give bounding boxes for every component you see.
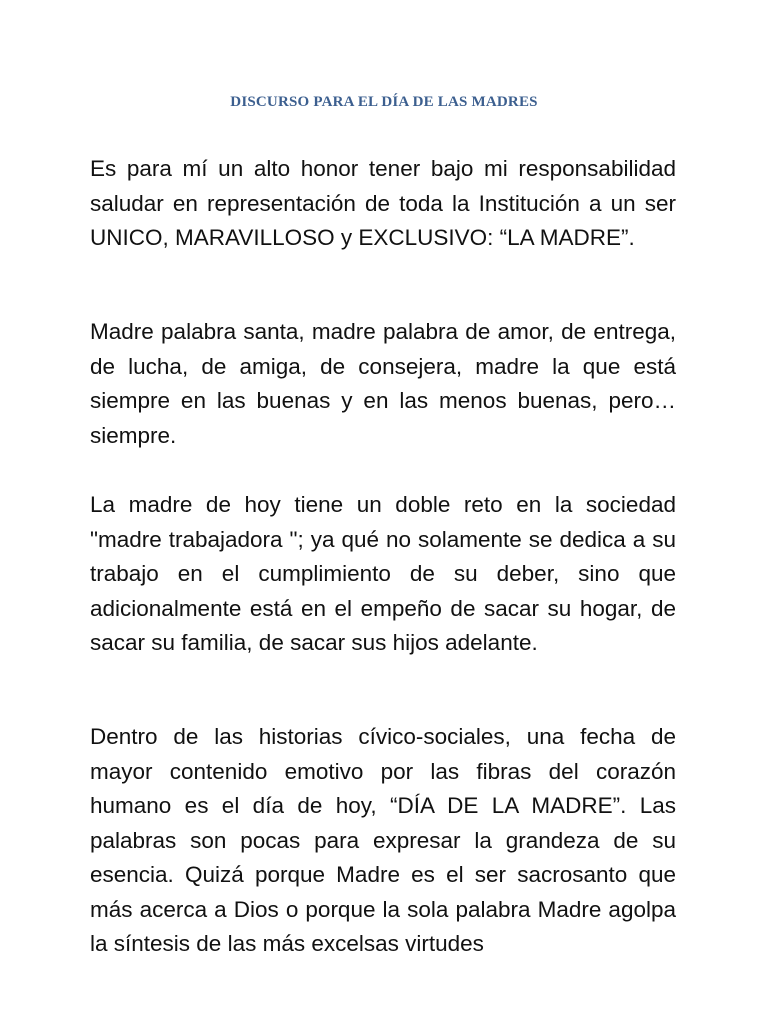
document-title: DISCURSO PARA EL DÍA DE LAS MADRES xyxy=(230,94,538,110)
paragraph-4: Dentro de las historias cívico-sociales, una fecha de mayor contenido emotivo por las fibras del corazón humano es el día de hoy, “DÍA DE LA MADRE”. Las palabras son pocas para expresar la grandeza de su esencia. Quizá porque Madre es el ser sacrosanto que más acerca a Dios o porque la sola palabra Madre agolpa la síntesis de las más excelsas virtudes xyxy=(90,724,676,956)
paragraph-1: Es para mí un alto honor tener bajo mi responsabilidad saludar en representación de toda la Institución a un ser UNICO, MARAVILLOSO y EXCLUSIVO: “LA MADRE”. xyxy=(90,156,676,250)
paragraph-2: Madre palabra santa, madre palabra de amor, de entrega, de lucha, de amiga, de consejera, madre la que está siempre en las buenas y en las menos buenas, pero… siempre. xyxy=(90,319,676,448)
paragraph-3: La madre de hoy tiene un doble reto en la sociedad "madre trabajadora "; ya qué no solamente se dedica a su trabajo en el cumplimiento de su deber, sino que adicionalmente está en el empeño de sacar su hogar, de sacar su familia, de sacar sus hijos adelante. xyxy=(90,492,676,655)
